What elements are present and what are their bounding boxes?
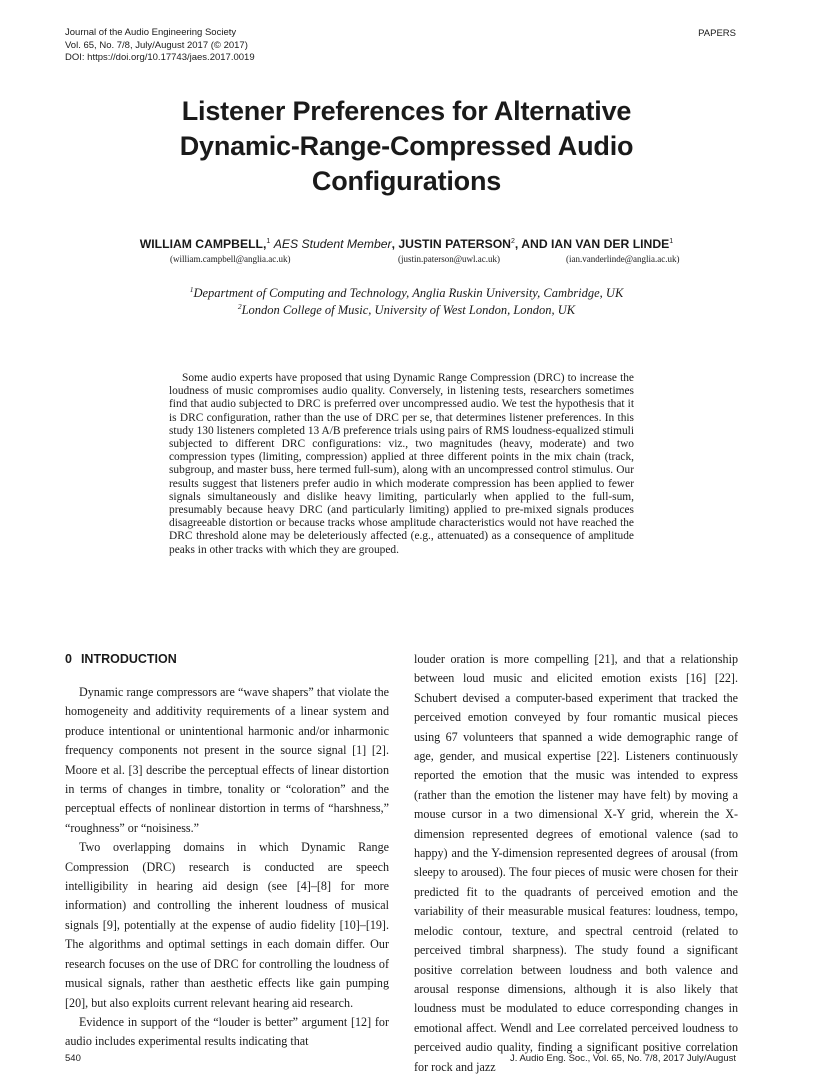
journal-name: Journal of the Audio Engineering Society	[65, 27, 237, 38]
body-column-left	[65, 683, 389, 1052]
section-label: PAPERS	[698, 28, 736, 39]
footer-citation: J. Audio Eng. Soc., Vol. 65, No. 7/8, 2017 July/August	[509, 1053, 736, 1064]
affiliation-1-mark: 1	[189, 285, 194, 294]
section-heading	[65, 652, 177, 666]
title-line-1: Listener Preferences for Alternative	[181, 96, 632, 126]
email-3[interactable]: (ian.vanderlinde@anglia.ac.uk)	[566, 254, 680, 264]
body-column-right	[414, 650, 738, 1077]
section-title: INTRODUCTION	[80, 652, 177, 666]
body-paragraph: louder oration is more compelling [21], and that a relationship between loud music and elicited emotion exists [16] [22]. Schubert devised a computer-based experiment that tracked the perceived emotion conveyed by four romantic musical pieces using 67 volunteers that spanned a wide demographic range of age, gender, and musical expertise [22]. Listeners continuously reported the emotion that the music was intended to express (rather than the emotion the listener may have felt) by moving a mouse cursor in a two dimensional X-Y grid, wherein the X-dimension represented degrees of emotional valence (sad to happy) and the Y-dimension represented degrees of arousal (from sleepy to aroused). The four pieces of music were chosen for their predicted fit to the quadrants of perceived emotion and the variability of their measurable musical features: loudness, tempo, melodic contour, texture, and spectral centroid (related to perceived timbral sharpness). The study found a significant positive correlation between loudness and both valence and arousal response dimensions, although it is also likely that loudness must be modulated to educe corresponding changes in emotional affect. Wendl and Lee correlated perceived loudness to perceived audio quality, finding a significant positive correlation for rock and jazz	[414, 652, 738, 1074]
author-3: , AND IAN VAN DER LINDE	[514, 237, 670, 251]
affiliation-2	[0, 302, 813, 318]
doi-link[interactable]: DOI: https://doi.org/10.17743/jaes.2017.0019	[65, 52, 255, 63]
affiliation-1-text: Department of Computing and Technology, Anglia Ruskin University, Cambridge, UK	[193, 286, 624, 301]
author-1-affil: 1	[266, 237, 271, 245]
abstract-text: Some audio experts have proposed that using Dynamic Range Compression (DRC) to increase the loudness of music compromises audio quality. Conversely, in listening tests, researchers sometimes find that audio subjected to DRC is preferred over uncompressed audio. We test the hypothesis that it is DRC configuration, rather than the use of DRC per se, that determines listener preferences. In this study 130 listeners completed 13 A/B preference trials using pairs of RMS loudness-equalized stimuli subjected to different DRC configurations: viz., two magnitudes (heavy, moderate) and two compression types (limiting, compression) applied at three different points in the mix chain (track, subgroup, and master buss, here termed full-sum), along with an uncompressed control stimulus. Our results suggest that listeners prefer audio in which moderate compression has been applied to fewer signals simultaneously and dislike heavy limiting, particularly when applied to the full-sum, presumably because heavy DRC (and particularly limiting) applied to pre-mixed signals produces disagreeable distortion or because tracks whose amplitude characteristics would not have reached the DRC threshold alone may be deleteriously affected (e.g., attenuated) as a consequence of amplitude peaks in other tracks with which they are grouped.	[169, 372, 634, 556]
affiliation-2-mark: 2	[237, 302, 242, 311]
author-1: WILLIAM CAMPBELL,	[139, 237, 267, 251]
body-paragraph: Two overlapping domains in which Dynamic Range Compression (DRC) research is conducted are speech intelligibility in hearing aid design (see [4]–[8] for more information) and controlling the inherent loudness of musical signals [9], potentially at the expense of audio fidelity [10]–[19]. The algorithms and optimal settings in each domain differ. Our research focuses on the use of DRC for controlling the loudness of musical signals, rather than aesthetic effects like gain pumping [20], but also exploits current relevant hearing aid research.	[65, 840, 389, 1010]
author-2: , JUSTIN PATERSON	[391, 237, 511, 251]
email-1[interactable]: (william.campbell@anglia.ac.uk)	[170, 254, 291, 264]
abstract	[169, 372, 634, 557]
author-3-affil: 1	[669, 237, 674, 245]
author-membership: AES Student Member	[273, 237, 392, 251]
paper-title	[0, 94, 813, 199]
journal-volume: Vol. 65, No. 7/8, July/August 2017 (© 2017)	[65, 39, 248, 51]
affiliation-2-text: London College of Music, University of West London, London, UK	[241, 303, 576, 318]
email-2[interactable]: (justin.paterson@uwl.ac.uk)	[398, 254, 501, 264]
body-paragraph: Dynamic range compressors are “wave shapers” that violate the homogeneity and additivity requirements of a linear system and produce intentional or unintentional harmonic and/or inharmonic frequency components not present in the source signal [1] [2]. Moore et al. [3] describe the perceptual effects of linear distortion in terms of changes in timbre, tonality or “coloration” and the perceptual effects of nonlinear distortion in terms of “harshness,” “roughness” or “noisiness.”	[65, 685, 389, 835]
body-paragraph: Evidence in support of the “louder is better” argument [12] for audio includes experimental results indicating that	[65, 1014, 389, 1049]
affiliation-1	[0, 285, 813, 301]
page-number: 540	[65, 1053, 81, 1064]
section-number: 0	[65, 652, 72, 666]
title-line-2: Dynamic-Range-Compressed Audio	[179, 131, 634, 161]
author-list	[0, 237, 813, 251]
title-line-3: Configurations	[311, 166, 502, 196]
journal-header	[65, 27, 255, 65]
author-2-affil: 2	[510, 237, 515, 245]
